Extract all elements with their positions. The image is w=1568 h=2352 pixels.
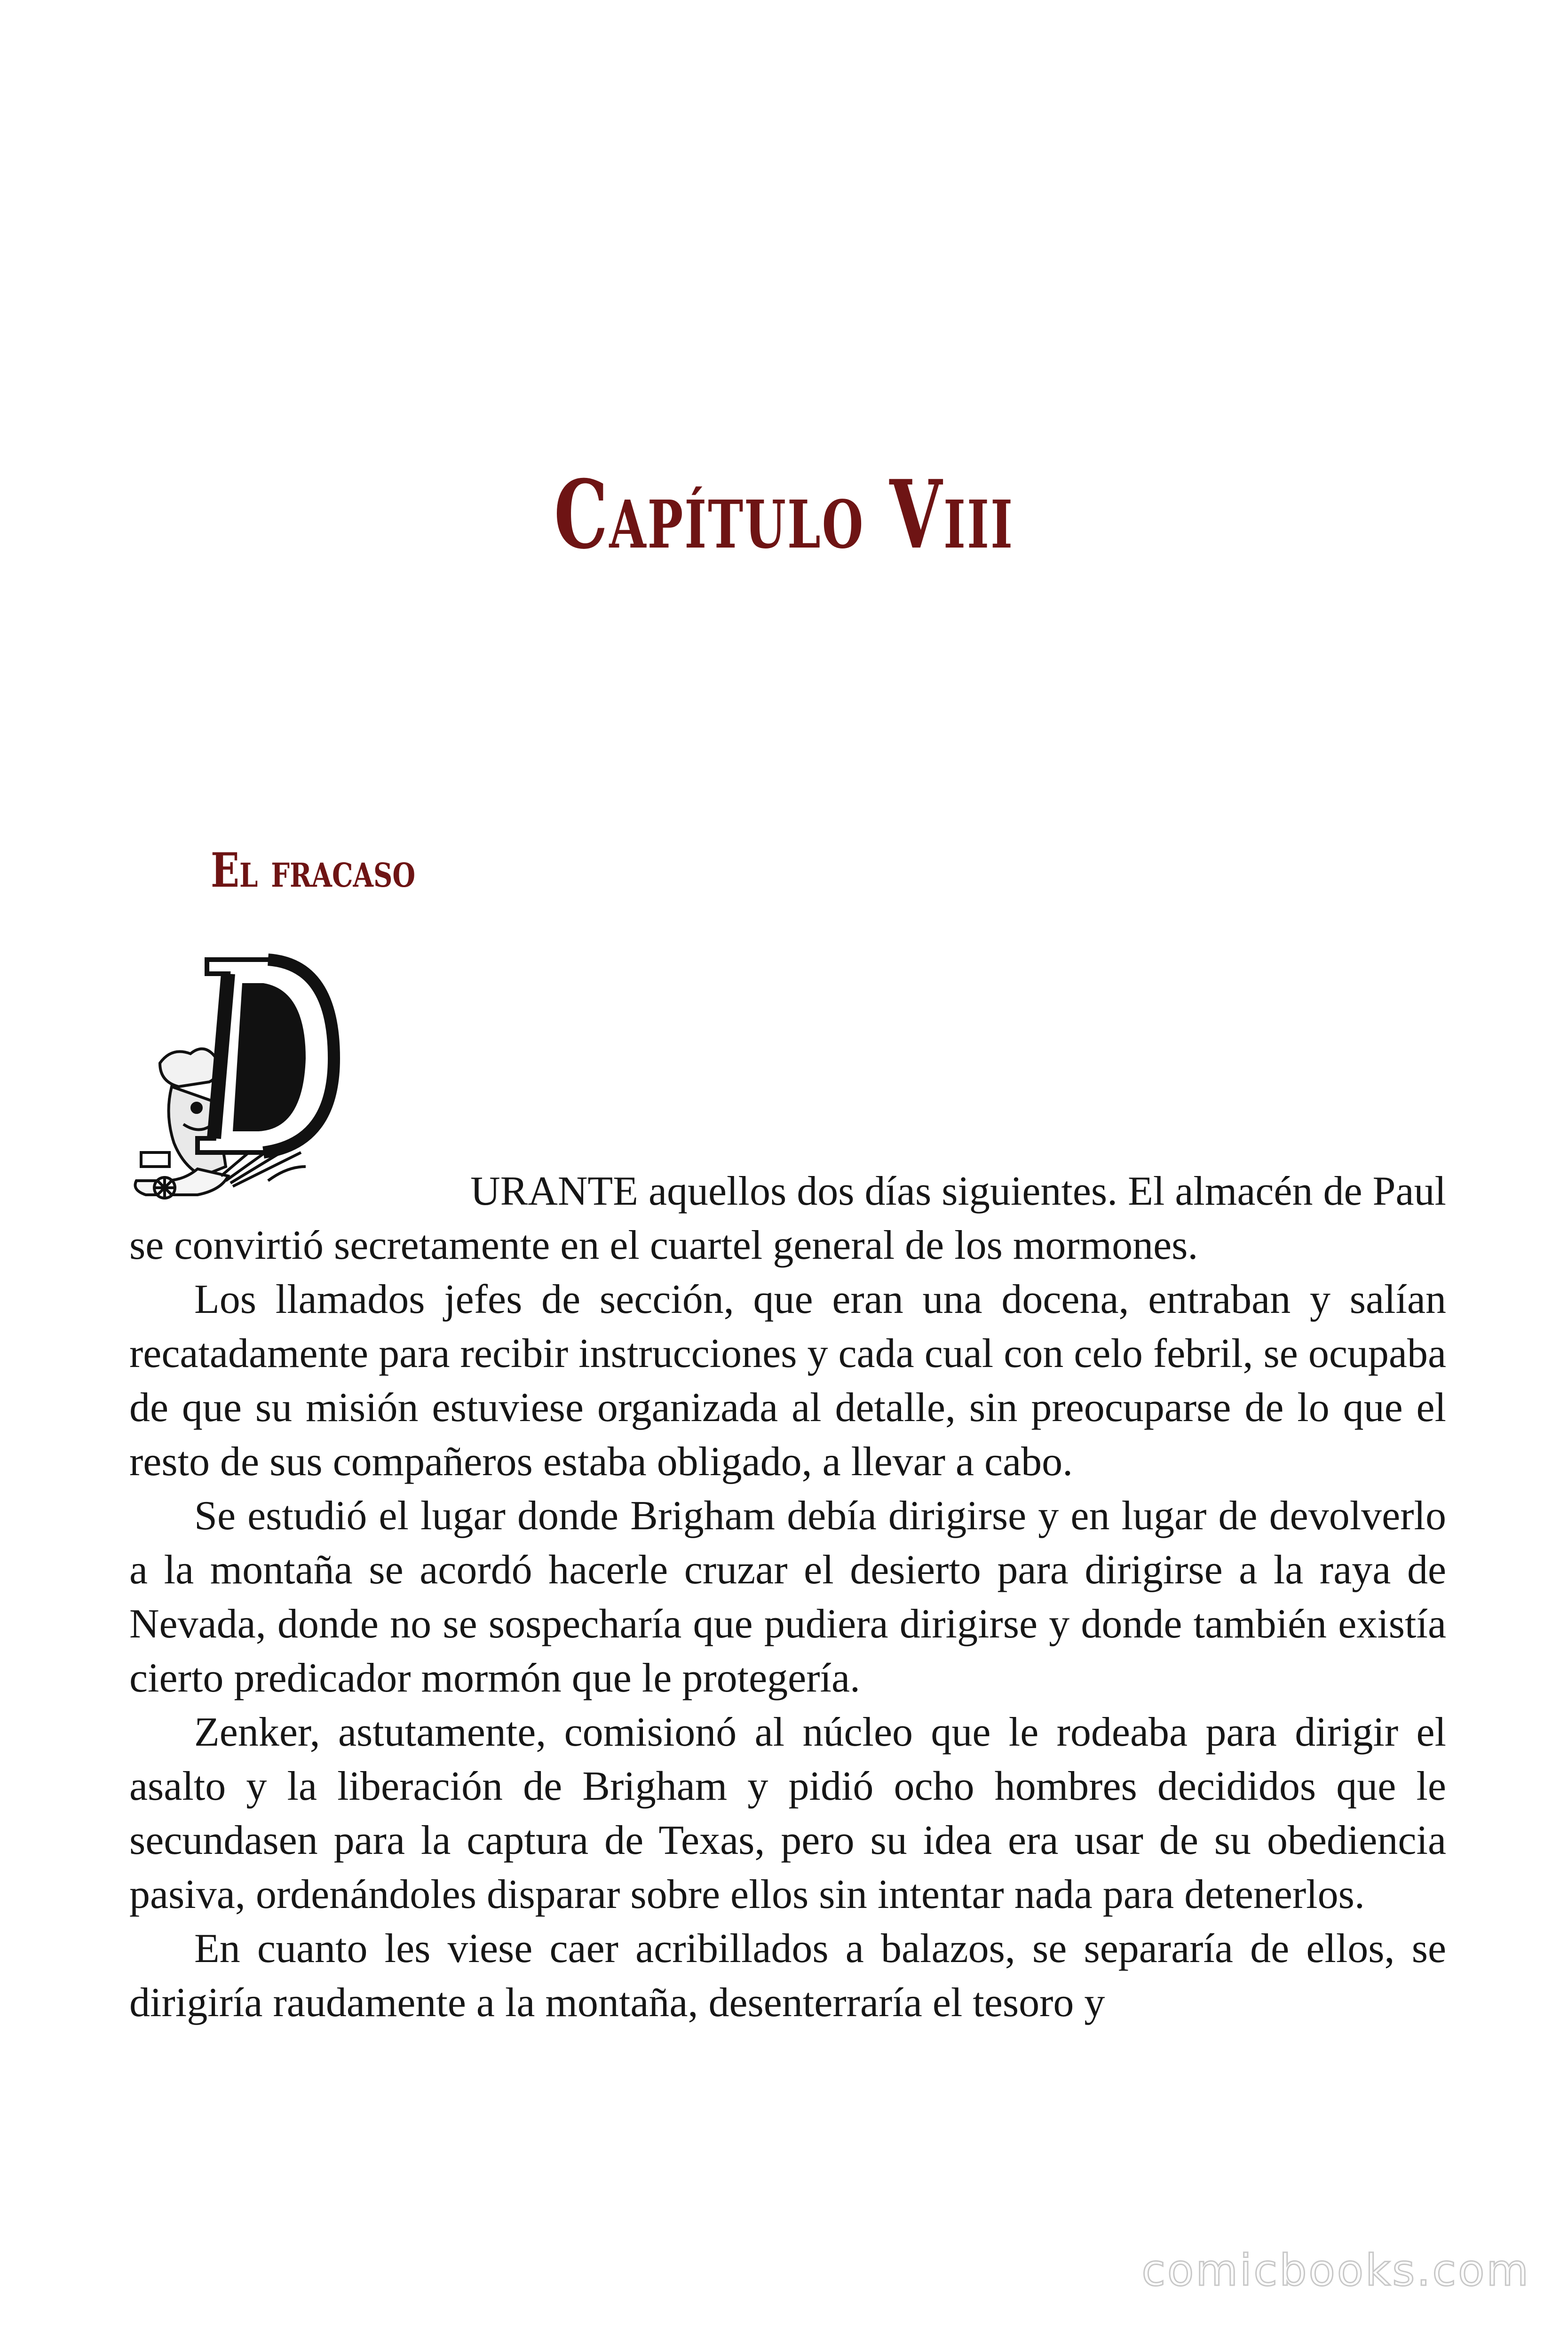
dropcap-letter-d bbox=[198, 960, 334, 1152]
first-line-rest: aquellos dos días siguientes. El almacén de Paul bbox=[638, 1168, 1446, 1214]
first-paragraph-rest: se convirtió secretamente en el cuartel general de los mormones. bbox=[129, 1223, 1198, 1268]
paragraph: En cuanto les viese caer acribillados a balazos, se separaría de ellos, se dirigiría raudamente a la montaña, desenterraría el tesoro y bbox=[129, 1926, 1446, 2026]
chapter-title: Capítulo Viii bbox=[554, 460, 1014, 570]
paragraph-first bbox=[129, 1164, 1446, 1272]
paragraph: Los llamados jefes de sección, que eran una docena, entraban y salían recatadamente para recibir instrucciones y cada cual con celo febril, se ocupaba de que su misión estuviese organizada al detalle, sin preocuparse de lo que el resto de sus compañeros estaba obligado, a llevar a cabo. bbox=[129, 1277, 1446, 1485]
section-title: El fracaso bbox=[211, 842, 416, 898]
first-word: URANTE bbox=[470, 1168, 638, 1214]
watermark: comicbooks.com bbox=[1141, 2245, 1530, 2296]
paragraph: Se estudió el lugar donde Brigham debía dirigirse y en lugar de devolverlo a la montaña se acordó hacerle cruzar el desierto para dirigirse a la raya de Nevada, donde no se sospecharía que pudiera dirigirse y donde también existía cierto predicador mormón que le protegería. bbox=[129, 1493, 1446, 1701]
first-line bbox=[129, 1164, 1446, 1218]
paragraph: Zenker, astutamente, comisionó al núcleo que le rodeaba para dirigir el asalto y la liberación de Brigham y pidió ocho hombres decididos que le secundasen para la captura de Texas, pero su idea era usar de su obediencia pasiva, ordenándoles disparar sobre ellos sin intentar nada para detenerlos. bbox=[129, 1709, 1446, 1917]
body-text bbox=[129, 1164, 1446, 2030]
